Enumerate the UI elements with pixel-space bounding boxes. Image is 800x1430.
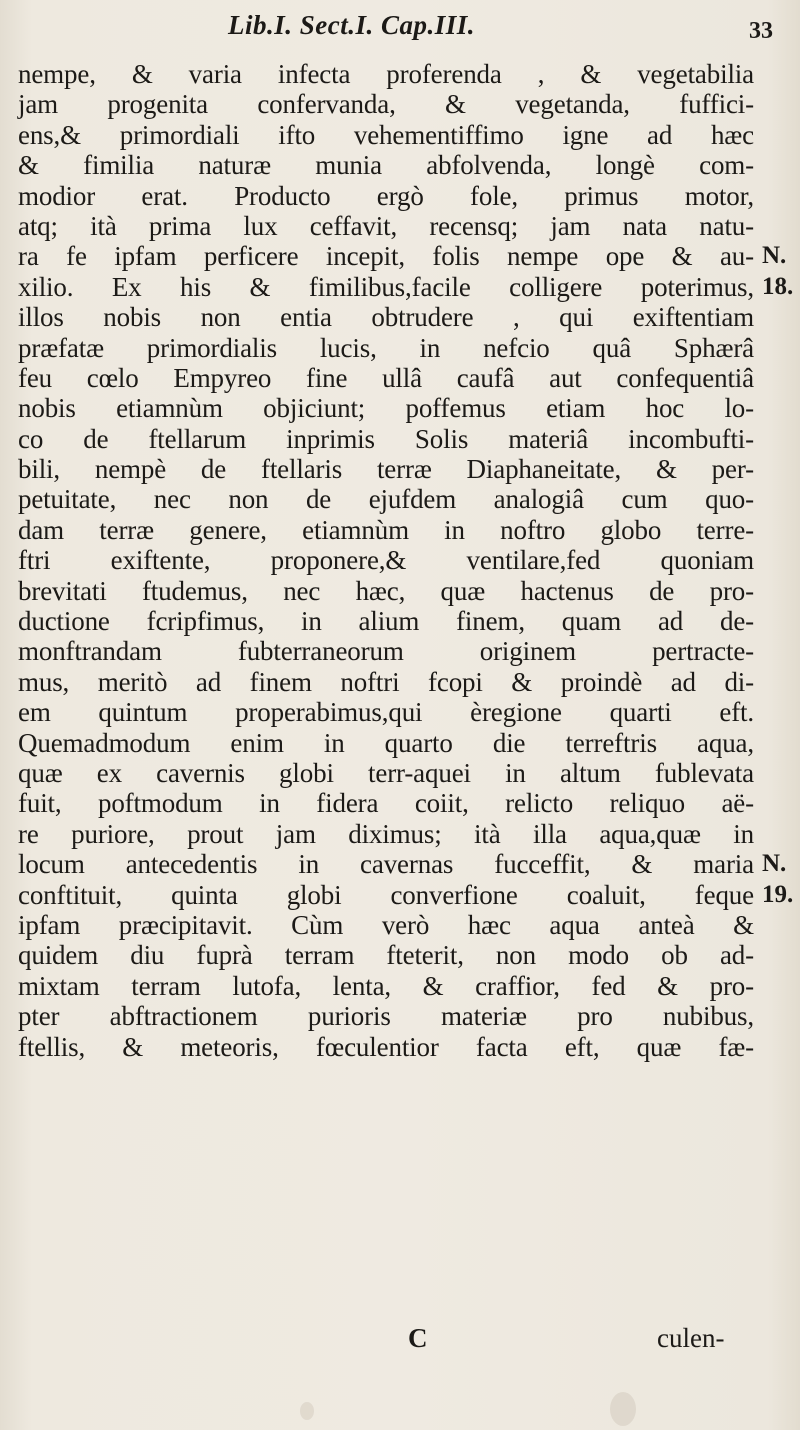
line-text: dam terræ genere, etiamnùm in noftro globo terre- [18, 514, 754, 545]
line-text: nobis etiamnùm objiciunt; poffemus etiam hoc lo- [18, 393, 754, 424]
page-number: 33 [749, 18, 773, 44]
line-text: nempe, & varia infecta proferenda , & vegetabilia [18, 59, 754, 89]
text-line [0, 849, 800, 879]
margin-note: N. [762, 850, 787, 878]
line-text: feu cœlo Empyreo fine ullâ caufâ aut confequentiâ [18, 362, 754, 393]
paper-stain [610, 1392, 636, 1426]
catchword: culen- [657, 1323, 725, 1353]
line-text: jam progenita confervanda, & vegetanda, fuffici- [18, 89, 754, 120]
margin-note: 18. [762, 272, 794, 300]
text-line [0, 788, 800, 818]
page-header [0, 6, 800, 46]
line-text: locum antecedentis in cavernas fucceffit, & maria [18, 849, 754, 880]
line-text: monftrandam fubterraneorum originem pertracte- [18, 636, 754, 667]
line-text: atq; ità prima lux ceffavit, recensq; jam nata natu- [18, 210, 754, 241]
line-text: ftri exiftente, proponere,& ventilare,fed quoniam [18, 545, 754, 576]
text-line [0, 211, 800, 241]
line-text: ra fe ipfam perficere incepit, folis nempe ope & au- [18, 241, 754, 272]
line-text: fuit, poftmodum in fidera coiit, relicto reliquo aë- [18, 788, 754, 819]
text-line [0, 971, 800, 1001]
signature-mark: C [408, 1323, 428, 1353]
text-line [0, 636, 800, 666]
line-text: brevitati ftudemus, nec hæc, quæ hactenus de pro- [18, 575, 754, 606]
line-text: ftellis, & meteoris, fœculentior facta eft, quæ fæ- [18, 1031, 754, 1062]
text-line [0, 819, 800, 849]
line-text: præfatæ primordialis lucis, in nefcio quâ Sphærâ [18, 332, 754, 363]
text-line [0, 758, 800, 788]
text-line [0, 910, 800, 940]
line-text: modior erat. Producto ergò fole, primus motor, [18, 180, 754, 211]
text-line [0, 89, 800, 119]
text-line [0, 393, 800, 423]
line-text: re puriore, prout jam diximus; ità illa aqua,quæ in [18, 818, 754, 849]
text-line [0, 150, 800, 180]
text-line [0, 940, 800, 970]
text-line [0, 1032, 800, 1062]
text-line [0, 424, 800, 454]
text-line [0, 1001, 800, 1031]
text-line [0, 241, 800, 271]
text-line [0, 576, 800, 606]
line-text: ens,& primordiali ifto vehementiffimo igne ad hæc [18, 119, 754, 150]
text-line [0, 120, 800, 150]
text-line [0, 302, 800, 332]
text-line [0, 333, 800, 363]
line-text: petuitate, nec non de ejufdem analogiâ cum quo- [18, 484, 754, 515]
line-text: co de ftellarum inprimis Solis materiâ incombufti- [18, 423, 754, 454]
line-text: bili, nempè de ftellaris terræ Diaphaneitate, & per- [18, 454, 754, 485]
line-text: quæ ex cavernis globi terr-aquei in altum fublevata [18, 757, 754, 788]
line-text: ductione fcripfimus, in alium finem, quam ad de- [18, 606, 754, 637]
text-line [0, 667, 800, 697]
text-line [0, 454, 800, 484]
text-line [0, 515, 800, 545]
line-text: quidem diu fuprà terram fteterit, non modo ob ad- [18, 940, 754, 971]
text-line [0, 363, 800, 393]
margin-note: N. [762, 242, 787, 270]
line-text: mixtam terram lutofa, lenta, & craffior, fed & pro- [18, 970, 754, 1001]
line-text: xilio. Ex his & fimilibus,facile colligere poterimus, [18, 271, 754, 302]
margin-note: 19. [762, 880, 794, 908]
line-text: & fimilia naturæ munia abfolvenda, longè com- [18, 150, 754, 181]
page-footer [0, 1323, 800, 1357]
line-text: illos nobis non entia obtrudere , qui exiftentiam [18, 302, 754, 333]
text-line [0, 545, 800, 575]
text-line [0, 880, 800, 910]
text-line [0, 484, 800, 514]
line-text: mus, meritò ad finem noftri fcopi & proindè ad di- [18, 666, 754, 697]
text-line [0, 181, 800, 211]
running-head: Lib.I. Sect.I. Cap.III. [228, 10, 476, 40]
text-line [0, 728, 800, 758]
text-line [0, 272, 800, 302]
line-text: em quintum properabimus,qui èregione quarti eft. [18, 697, 754, 728]
text-line [0, 697, 800, 727]
line-text: Quemadmodum enim in quarto die terreftris aqua, [18, 727, 754, 758]
text-block [0, 59, 800, 1062]
line-text: pter abftractionem purioris materiæ pro nubibus, [18, 1001, 754, 1032]
text-line [0, 606, 800, 636]
paper-stain [300, 1402, 314, 1420]
text-line [0, 59, 800, 89]
line-text: conftituit, quinta globi converfione coaluit, feque [18, 879, 754, 910]
line-text: ipfam præcipitavit. Cùm verò hæc aqua anteà & [18, 909, 754, 940]
